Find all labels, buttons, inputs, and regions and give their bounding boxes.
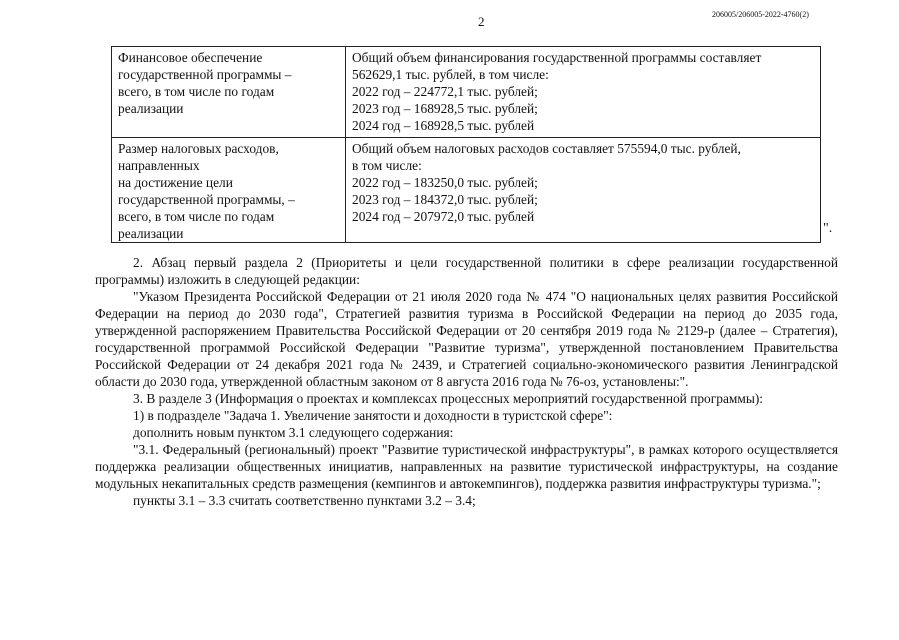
- cell-line: Размер налоговых расходов,: [118, 141, 279, 156]
- cell-line: 2023 год – 168928,5 тыс. рублей;: [352, 101, 538, 116]
- cell-line: 2022 год – 224772,1 тыс. рублей;: [352, 84, 538, 99]
- program-info-table: [111, 46, 821, 243]
- paragraph: 2. Абзац первый раздела 2 (Приоритеты и цели государственной политики в сфере реализации государственной программы) изложить в следующей редакции:: [95, 255, 838, 287]
- cell-line: Общий объем налоговых расходов составляет 575594,0 тыс. рублей,: [352, 141, 741, 156]
- table-row: [112, 138, 821, 243]
- page-number: 2: [478, 14, 485, 29]
- table-cell-value: [346, 47, 821, 138]
- cell-line: Общий объем финансирования государственной программы составляет: [352, 50, 762, 65]
- cell-line: государственной программы, –: [118, 192, 295, 207]
- cell-line: в том числе:: [352, 158, 422, 173]
- paragraph: "3.1. Федеральный (региональный) проект "Развитие туристической инфраструктуры", в рамках которого осуществляется поддержка реализации общественных инициатив, направленных на развитие туристической инфраструктуры, на создание модульных некапитальных средств размещения (кемпингов и автокемпингов), поддержка развития инфраструктуры туризма.";: [95, 442, 838, 491]
- closing-quote-mark: ".: [823, 221, 833, 236]
- document-body: [95, 254, 838, 509]
- cell-line: Финансовое обеспечение: [118, 50, 263, 65]
- paragraph: "Указом Президента Российской Федерации от 21 июля 2020 года № 474 "О национальных целях развития Российской Федерации на период до 2030 года", Стратегией развития туризма в Российской Федерации на период до 2035 года, утвержденной распоряжением Правительства Российской Федерации от 20 сентября 2019 года № 2129-р (далее – Стратегия), государственной программой Российской Федерации "Развитие туризма", утвержденной постановлением Правительства Российской Федерации от 24 декабря 2021 года № 2439, и Стратегией социально-экономического развития Ленинградской области до 2030 года, утвержденной областным законом от 8 августа 2016 года № 76-оз, установлены:".: [95, 289, 838, 389]
- paragraph: дополнить новым пунктом 3.1 следующего содержания:: [133, 425, 454, 440]
- cell-line: направленных: [118, 158, 200, 173]
- table-cell-label: [112, 138, 346, 243]
- cell-line: реализации: [118, 101, 184, 116]
- cell-line: всего, в том числе по годам: [118, 209, 275, 224]
- cell-line: на достижение цели: [118, 175, 233, 190]
- cell-line: 562629,1 тыс. рублей, в том числе:: [352, 67, 549, 82]
- paragraph: пункты 3.1 – 3.3 считать соответственно пунктами 3.2 – 3.4;: [133, 493, 476, 508]
- paragraph: 1) в подразделе "Задача 1. Увеличение занятости и доходности в туристской сфере":: [133, 408, 613, 423]
- cell-line: 2024 год – 168928,5 тыс. рублей: [352, 118, 535, 133]
- cell-line: реализации: [118, 226, 184, 241]
- cell-line: 2022 год – 183250,0 тыс. рублей;: [352, 175, 538, 190]
- document-id: 206005/206005-2022-4760(2): [712, 10, 809, 19]
- paragraph: 3. В разделе 3 (Информация о проектах и комплексах процессных мероприятий государственной программы):: [133, 391, 764, 406]
- table-row: [112, 47, 821, 138]
- cell-line: 2023 год – 184372,0 тыс. рублей;: [352, 192, 538, 207]
- table-cell-label: [112, 47, 346, 138]
- cell-line: всего, в том числе по годам: [118, 84, 275, 99]
- table-cell-value: [346, 138, 821, 243]
- cell-line: 2024 год – 207972,0 тыс. рублей: [352, 209, 535, 224]
- cell-line: государственной программы –: [118, 67, 292, 82]
